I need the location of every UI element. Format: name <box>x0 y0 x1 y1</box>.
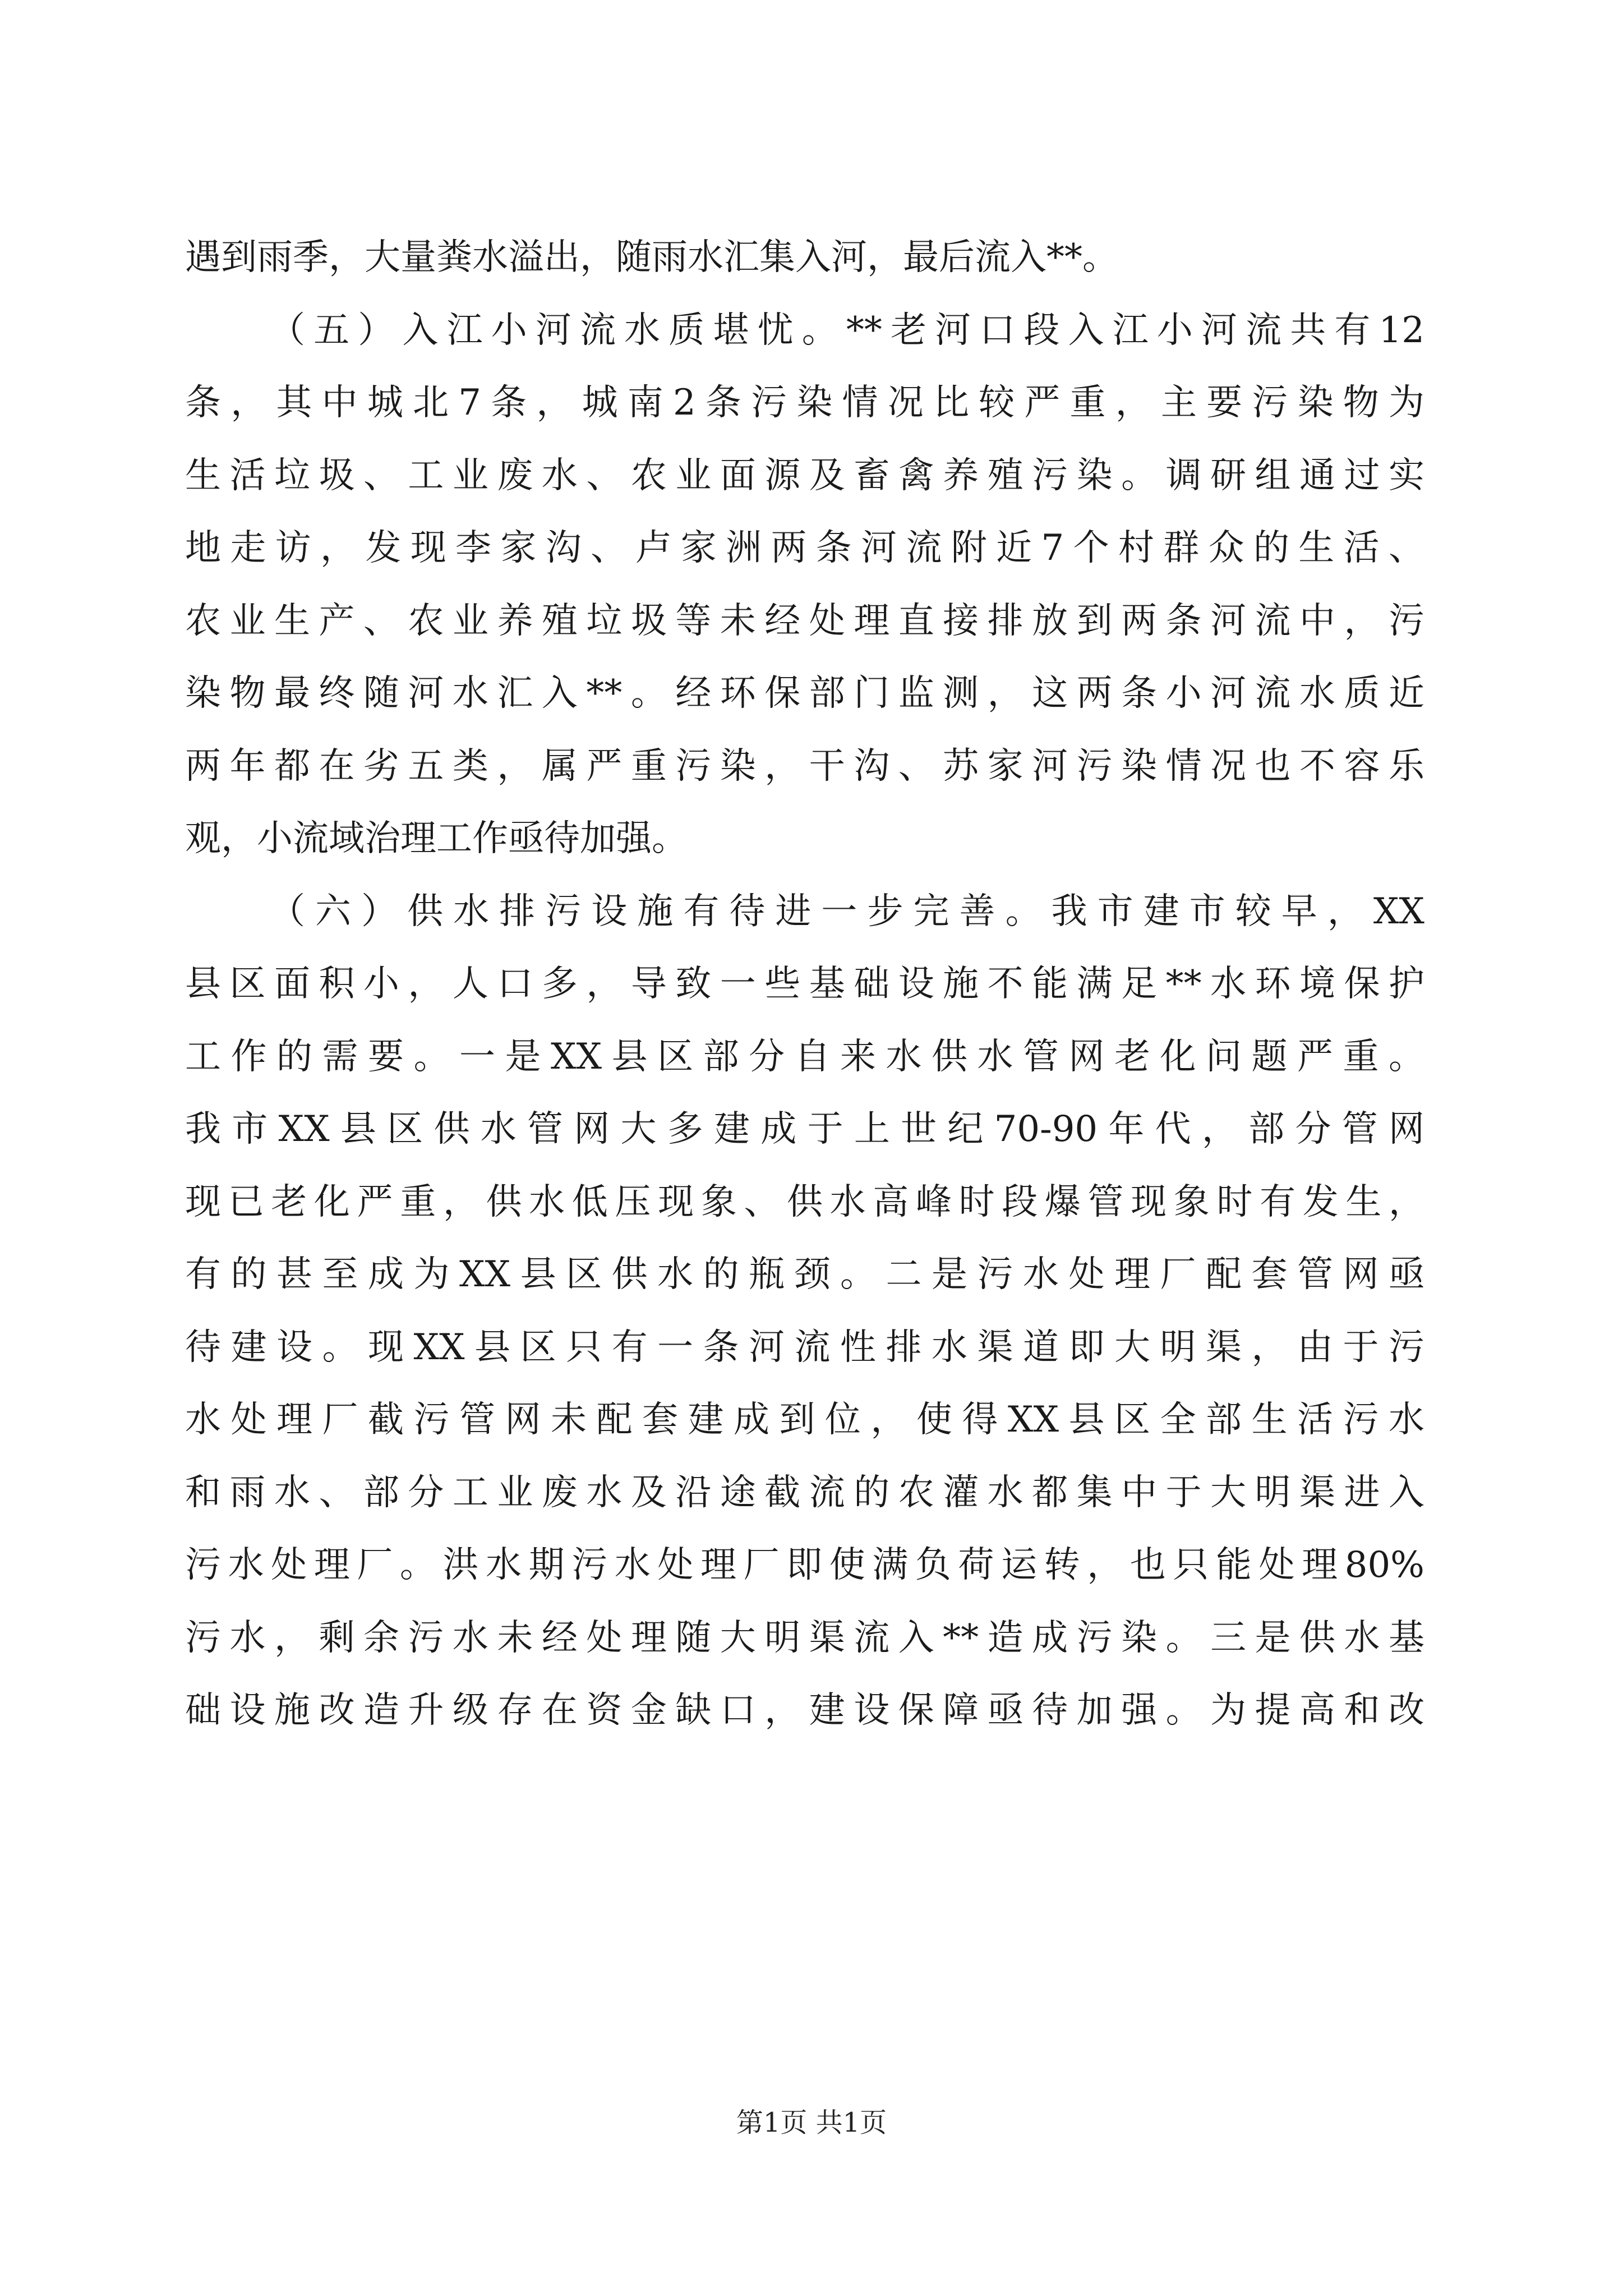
text-line: 我市XX县区供水管网大多建成于上世纪70-90年代，部分管网 <box>185 1108 1424 1150</box>
text-line: 现已老化严重，供水低压现象、供水高峰时段爆管现象时有发生， <box>185 1181 1424 1223</box>
page-number-footer: 第1页 共1页 <box>736 2107 887 2138</box>
text-line: 农业生产、农业养殖垃圾等未经处理直接排放到两条河流中，污 <box>185 600 1424 642</box>
text-line: 地走访，发现李家沟、卢家洲两条河流附近7个村群众的生活、 <box>185 527 1424 569</box>
text-line: 待建设。现XX县区只有一条河流性排水渠道即大明渠，由于污 <box>185 1326 1424 1368</box>
text-line: 和雨水、部分工业废水及沿途截流的农灌水都集中于大明渠进入 <box>185 1471 1424 1513</box>
text-line: 生活垃圾、工业废水、农业面源及畜禽养殖污染。调研组通过实 <box>185 454 1424 496</box>
document-body <box>185 222 1424 1747</box>
text-line: 工作的需要。一是XX县区部分自来水供水管网老化问题严重。 <box>185 1036 1424 1078</box>
text-line: （五）入江小河流水质堪忧。**老河口段入江小河流共有12 <box>269 309 1424 351</box>
text-line: 条，其中城北7条，城南2条污染情况比较严重，主要污染物为 <box>185 382 1424 424</box>
text-line: 两年都在劣五类，属严重污染，干沟、苏家河污染情况也不容乐 <box>185 745 1424 787</box>
text-line: 污水处理厂。洪水期污水处理厂即使满负荷运转，也只能处理80% <box>185 1544 1424 1586</box>
text-line: 县区面积小，人口多，导致一些基础设施不能满足**水环境保护 <box>185 963 1424 1005</box>
text-line: 观，小流域治理工作亟待加强。 <box>185 818 688 859</box>
text-line: （六）供水排污设施有待进一步完善。我市建市较早，XX <box>269 890 1424 932</box>
text-line: 染物最终随河水汇入**。经环保部门监测，这两条小河流水质近 <box>185 673 1424 714</box>
text-line: 污水，剩余污水未经处理随大明渠流入**造成污染。三是供水基 <box>185 1617 1424 1659</box>
text-line: 础设施改造升级存在资金缺口，建设保障亟待加强。为提高和改 <box>185 1690 1424 1731</box>
text-line: 遇到雨季，大量粪水溢出，随雨水汇集入河，最后流入**。 <box>185 237 1118 278</box>
text-line: 水处理厂截污管网未配套建成到位，使得XX县区全部生活污水 <box>185 1399 1424 1441</box>
text-line: 有的甚至成为XX县区供水的瓶颈。二是污水处理厂配套管网亟 <box>185 1254 1424 1295</box>
